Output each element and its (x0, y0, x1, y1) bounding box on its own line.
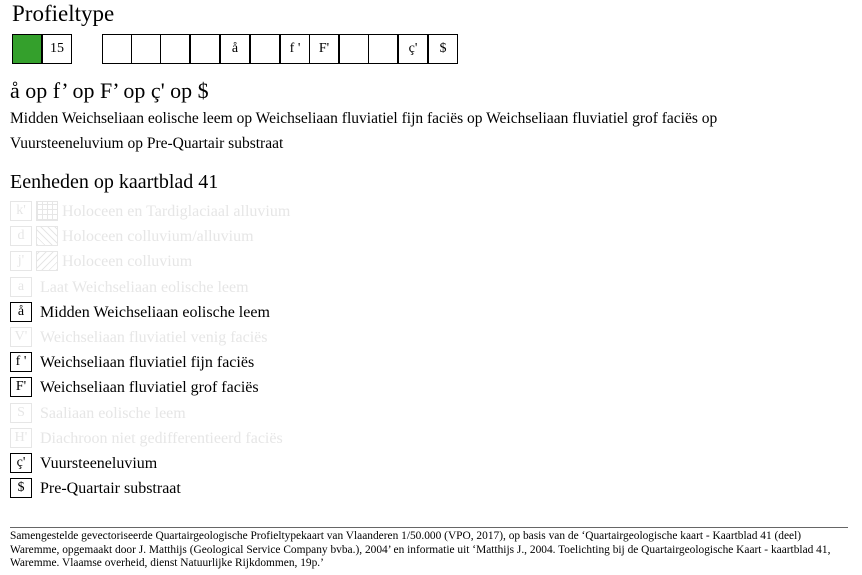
unit-symbol: a (10, 277, 32, 297)
profile-layer-cell (250, 34, 280, 64)
unit-symbol: F' (10, 377, 32, 397)
profile-layer-cell: ç' (398, 34, 428, 64)
profile-layer-cell (339, 34, 369, 64)
unit-label: Vuursteeneluvium (40, 455, 158, 472)
unit-symbol: ç' (10, 453, 32, 473)
unit-label: Holoceen en Tardiglaciaal alluvium (62, 203, 291, 220)
unit-label: Weichseliaan fluviatiel venig faciës (40, 329, 268, 346)
unit-label: Diachroon niet gedifferentieerd faciës (40, 430, 283, 447)
profile-layer-cell (160, 34, 190, 64)
unit-symbol: f ' (10, 352, 32, 372)
unit-label: Saaliaan eolische leem (40, 405, 186, 422)
page-title: Profieltype (12, 1, 115, 26)
profile-layer-cell (131, 34, 161, 64)
grid-hatch-swatch (36, 201, 58, 221)
profile-symbol-sequence: å op f’ op F’ op ç' op $ (10, 78, 209, 103)
profile-layer-cell (368, 34, 398, 64)
unit-label: Holoceen colluvium (62, 253, 193, 270)
profile-layer-cell: $ (428, 34, 458, 64)
profile-description: Midden Weichseliaan eolische leem op Weichseliaan fluviatiel fijn faciës op Weichseliaan fluviatiel grof faciës op Vuursteeneluvium op Pre-Quartair substraat (10, 110, 718, 152)
unit-label: Midden Weichseliaan eolische leem (40, 304, 270, 321)
unit-label: Laat Weichseliaan eolische leem (40, 279, 249, 296)
source-citation: Samengestelde gevectoriseerde Quartairgeologische Profieltypekaart van Vlaanderen 1/50.000 (VPO, 2017), op basis van de ‘Quartairgeologische kaart - Kaartblad 41 (deel) Waremme, opgemaakt door J. Matthijs (Geological Service Company bvba.), 2004’ en informatie uit ‘Matthijs J., 2004. Toelichting bij de Quartairgeologische Kaart - kaartblad 41, Waremme. Vlaamse overheid, dienst Natuurlijke Rijkdommen, 19p.’ (10, 530, 831, 569)
unit-label: Weichseliaan fluviatiel fijn faciës (40, 354, 255, 371)
unit-symbol: k' (10, 201, 32, 221)
diagonal-hatch-swatch (36, 251, 58, 271)
units-heading: Eenheden op kaartblad 41 (10, 171, 219, 193)
unit-symbol: $ (10, 478, 32, 498)
unit-symbol: H' (10, 428, 32, 448)
profile-color-swatch (12, 34, 42, 64)
profile-layer-cell (190, 34, 220, 64)
unit-label: Weichseliaan fluviatiel grof faciës (40, 379, 259, 396)
unit-symbol: V' (10, 327, 32, 347)
unit-symbol: j' (10, 251, 32, 271)
profile-layer-cell: F' (309, 34, 339, 64)
profile-code-cell: 15 (42, 34, 72, 64)
unit-label: Holoceen colluvium/alluvium (62, 228, 254, 245)
unit-symbol: S (10, 403, 32, 423)
profile-layer-cell (102, 34, 132, 64)
diagonal-hatch-swatch (36, 226, 58, 246)
unit-symbol: å (10, 302, 32, 322)
unit-label: Pre-Quartair substraat (40, 480, 181, 497)
unit-symbol: d (10, 226, 32, 246)
profile-layer-cell: å (220, 34, 250, 64)
footer-divider (10, 527, 848, 528)
profile-layer-cell: f ' (280, 34, 310, 64)
